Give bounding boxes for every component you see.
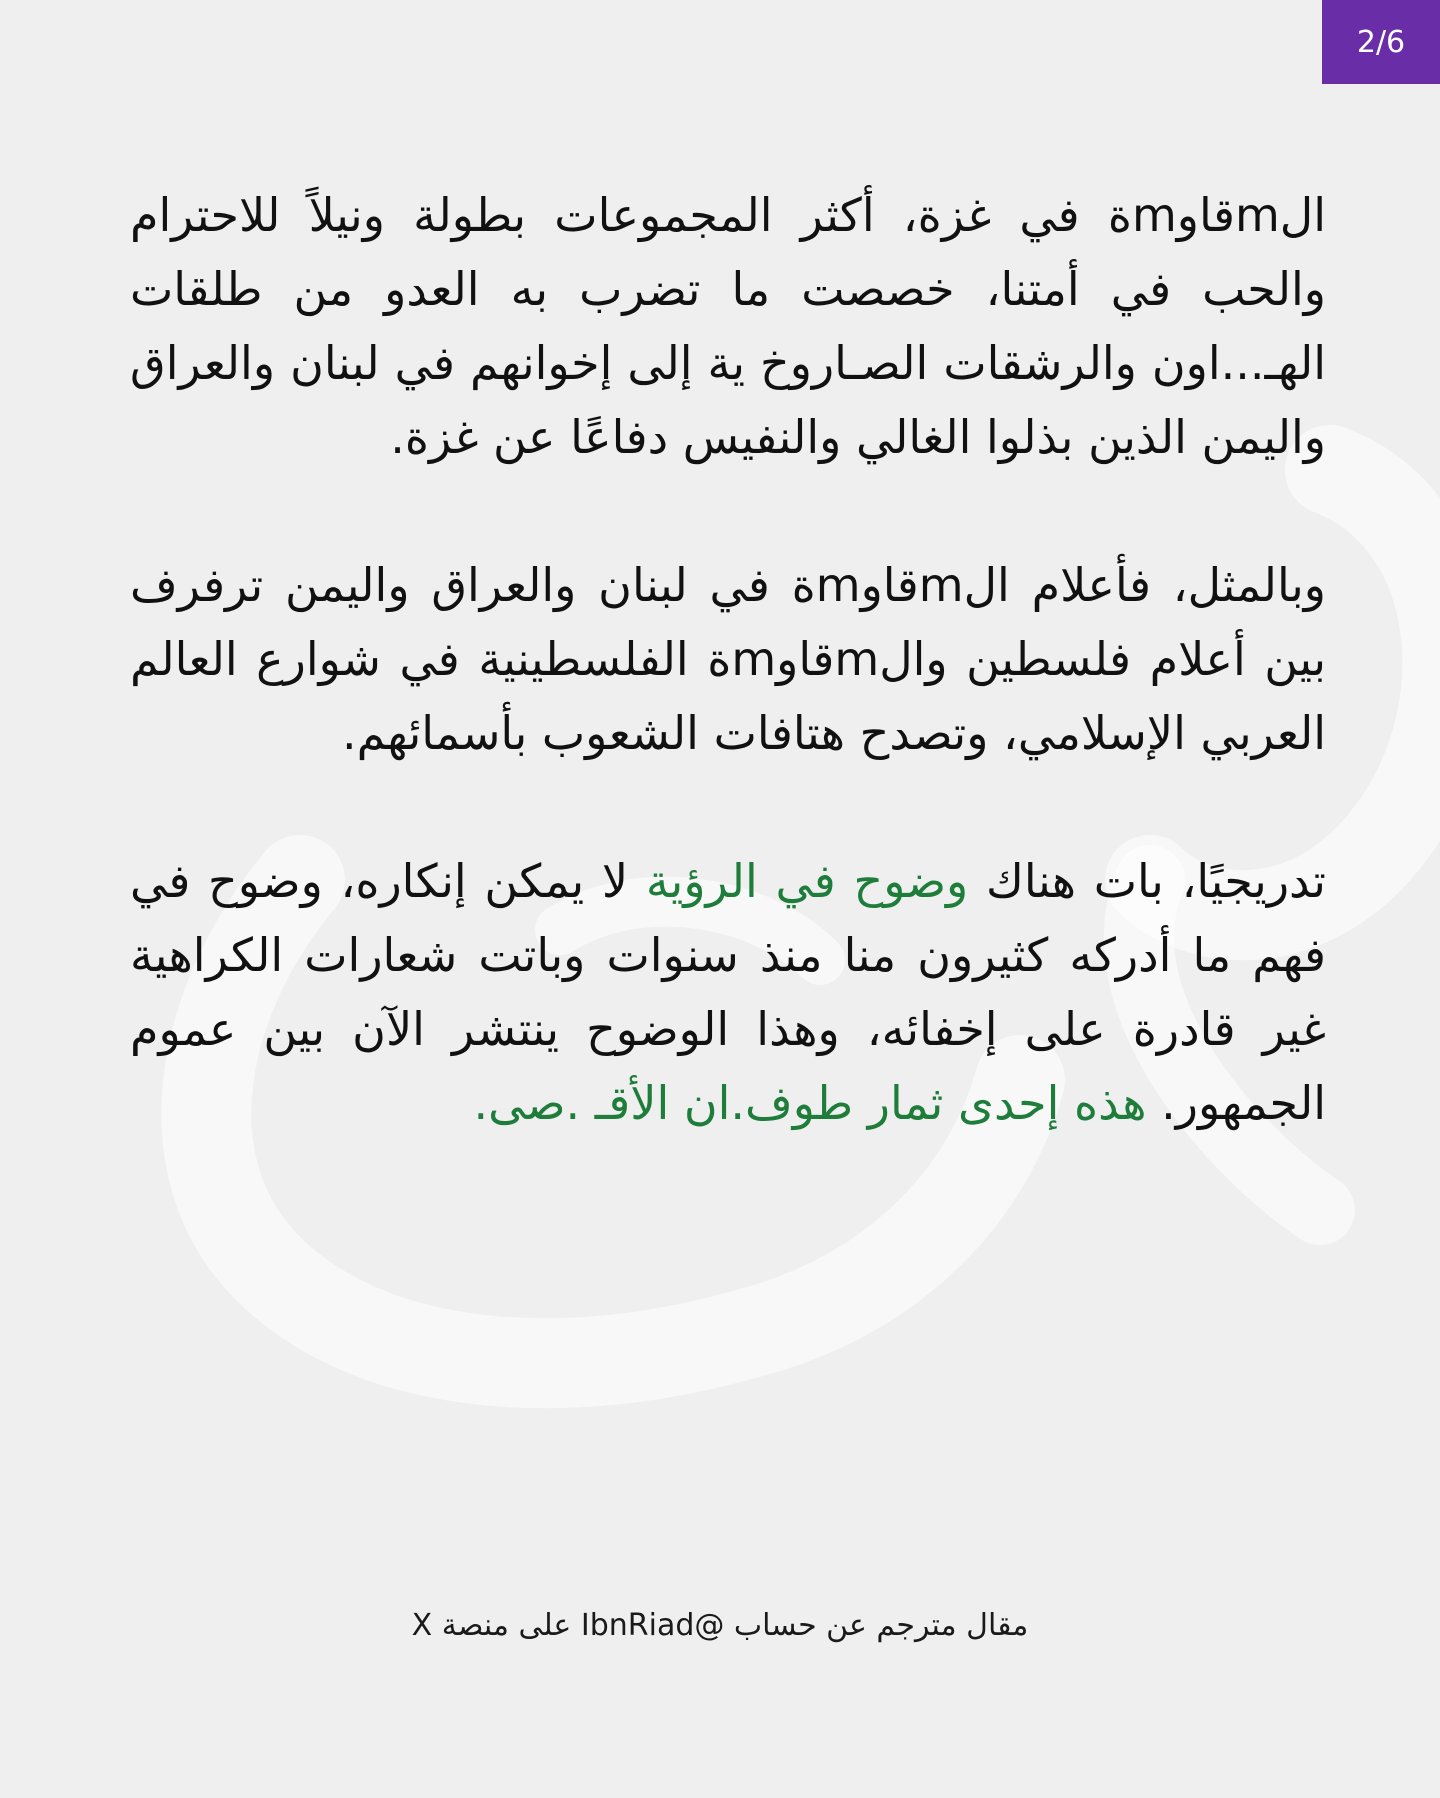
- footer-credit: مقال مترجم عن حساب @IbnRiad على منصة X: [411, 1608, 1029, 1643]
- highlight-flood-fruit: هذه إحدى ثمار طوف.ان الأقـ .صى.: [473, 1076, 1147, 1130]
- paragraph-3: [130, 844, 1326, 1140]
- highlight-vision-clarity: وضوح في الرؤية: [645, 854, 969, 908]
- page-indicator-badge: 2/6: [1322, 0, 1440, 84]
- article-body: [130, 178, 1326, 1214]
- paragraph-3-text-1: تدريجيًا، بات هناك: [968, 854, 1326, 908]
- paragraph-1: الmقاوmة في غزة، أكثر المجموعات بطولة ونيلاً للاحترام والحب في أمتنا، خصصت ما تضرب به العدو من طلقات الهـ...اون والرشقات الصـاروخ ية إلى إخوانهم في لبنان والعراق واليمن الذين بذلوا الغالي والنفيس دفاعًا عن غزة.: [130, 188, 1326, 464]
- paragraph-3-text-2: لا يمكن إنكاره، وضوح في فهم ما أدركه كثيرون منا منذ سنوات وباتت شعارات الكراهية غير قادرة على إخفائه، وهذا الوضوح ينتشر الآن بين عموم الجمهور.: [130, 854, 1326, 1130]
- paragraph-2: وبالمثل، فأعلام الmقاوmة في لبنان والعراق واليمن ترفرف بين أعلام فلسطين والmقاوmة الفلسطينية في شوارع العالم العربي الإسلامي، وتصدح هتافات الشعوب بأسمائهم.: [130, 558, 1326, 760]
